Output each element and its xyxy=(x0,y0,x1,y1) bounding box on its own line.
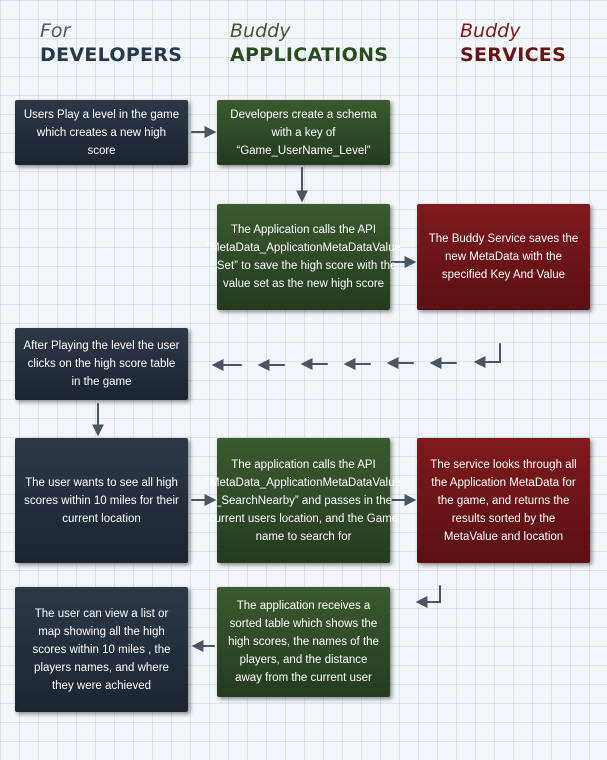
step-see-nearby-scores xyxy=(15,438,188,563)
step-view-list-or-map xyxy=(15,587,188,712)
applications-header-sub: Buddy xyxy=(230,20,291,42)
step-view-list-or-map-text: The user can view a list or map showing all the high scores within 10 miles , the players names, and where they were achieved xyxy=(32,607,171,692)
step-service-saves xyxy=(417,204,590,310)
applications-header-main: APPLICATIONS xyxy=(230,44,389,66)
step-user-plays-level xyxy=(15,100,188,165)
developers-header-sub: For xyxy=(40,20,71,42)
step-service-searches xyxy=(417,438,590,563)
services-header-main: SERVICES xyxy=(460,44,567,66)
step-create-schema xyxy=(217,100,390,165)
step-service-saves-text: The Buddy Service saves the new MetaData with the specified Key And Value xyxy=(428,233,579,281)
step-create-schema-text: Developers create a schema with a key of “Game_UserName_Level” xyxy=(230,108,377,157)
step-call-set-api xyxy=(206,204,401,310)
step-call-set-api-text: The Application calls the API “MetaData_ApplicationMetaDataValue _Set” to save the high score with the value set as the new high score xyxy=(206,224,401,290)
step-service-searches-text: The service looks through all the Application MetaData for the game, and returns the results sorted by the MetaValue and location xyxy=(430,458,577,543)
step-open-high-score-table-text: After Playing the level the user clicks on the high score table in the game xyxy=(23,340,180,388)
services-header-sub: Buddy xyxy=(460,20,521,42)
arrow-s4-return xyxy=(476,344,500,362)
arrow-s8-s9 xyxy=(418,586,440,602)
step-call-search-api xyxy=(206,438,401,563)
step-open-high-score-table xyxy=(15,328,188,400)
step-call-search-api-text: The application calls the API “MetaData_ApplicationMetaDataValue _SearchNearby” and passes in the current users location, and the Game name to search for xyxy=(206,458,401,543)
developers-header-main: DEVELOPERS xyxy=(40,44,183,66)
step-see-nearby-scores-text: The user wants to see all high scores within 10 miles for their current location xyxy=(24,476,179,525)
step-receive-sorted-table-text: The application receives a sorted table which shows the high scores, the names of the players, and the distance away from the current user xyxy=(228,600,379,684)
step-user-plays-level-text: Users Play a level in the game which creates a new high score xyxy=(23,108,180,157)
step-receive-sorted-table xyxy=(217,587,390,697)
